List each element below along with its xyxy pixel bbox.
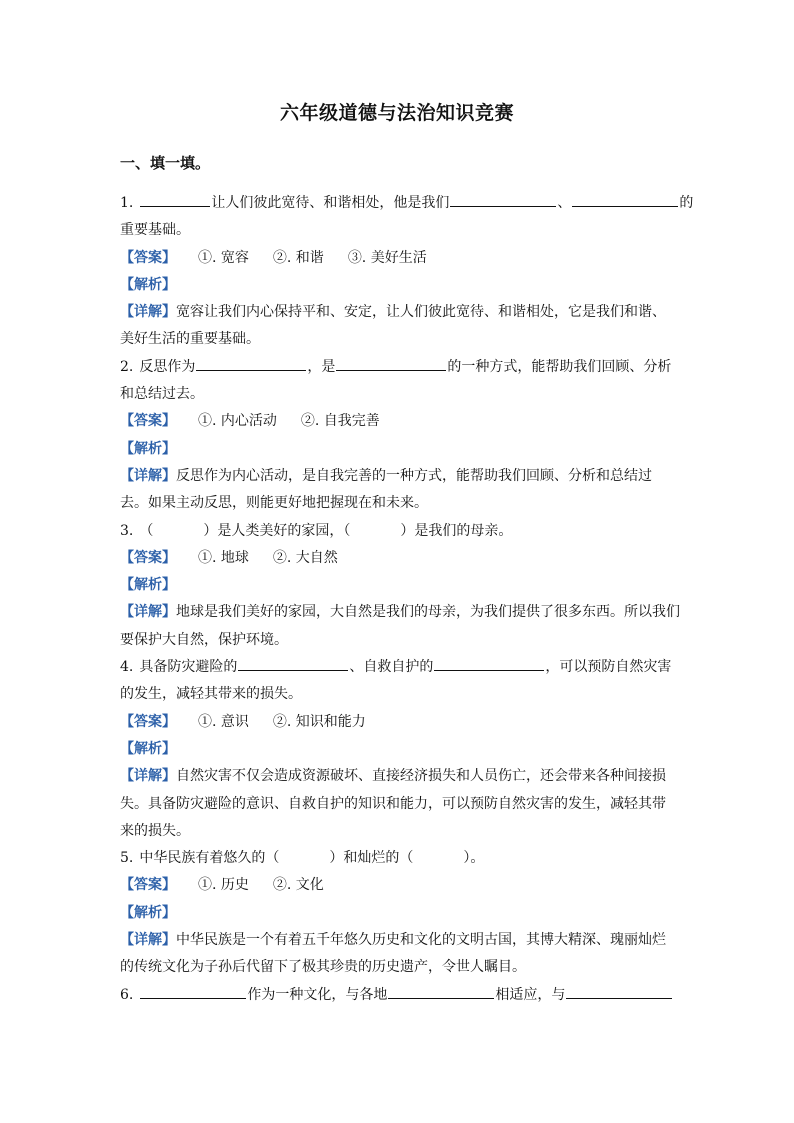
detail-label: 【详解】 [120, 304, 176, 321]
analysis-label: 【解析】 [120, 276, 176, 293]
answer-item: ②. 自我完善 [300, 413, 380, 430]
question-2-analysis [120, 436, 676, 463]
question-text: 的 [679, 195, 694, 211]
question-text: ，可以预防自然灾害 [545, 659, 672, 676]
answer-item: ①. 意识 [198, 713, 249, 730]
detail-text: 中华民族是一个有着五千年悠久历史和文化的文明古国，其博大精深、瑰丽灿烂 [176, 932, 666, 949]
question-number: 1. [120, 195, 134, 211]
analysis-label: 【解析】 [120, 904, 176, 921]
question-number: 6. [120, 986, 134, 1003]
answer-blank [140, 191, 210, 207]
detail-text: 宽容让我们内心保持平和、安定，让人们彼此宽待、和谐相处，它是我们和谐、 [176, 304, 666, 321]
answer-item: ③. 美好生活 [347, 249, 427, 266]
detail-label: 【详解】 [120, 932, 176, 949]
detail-text: 自然灾害不仅会造成资源破坏、直接经济损失和人员伤亡，还会带来各种间接损 [176, 768, 666, 785]
answer-blank [388, 983, 494, 999]
question-text: ，是 [307, 358, 336, 375]
answer-blank [336, 355, 446, 371]
question-1-analysis [120, 272, 676, 299]
question-list [120, 190, 694, 1009]
question-text: ）和灿烂的（ [329, 850, 414, 867]
question-4-line-2: 的发生，减轻其带来的损失。 [120, 686, 302, 703]
question-text: 的一种方式，能帮助我们回顾、分析 [447, 358, 672, 375]
question-4-answer [120, 709, 676, 736]
question-text: 、 [557, 195, 572, 211]
question-text: 作为一种文化，与各地 [247, 986, 388, 1003]
page-title: 六年级道德与法治知识竞赛 [279, 102, 514, 124]
question-number: 5. [120, 850, 134, 867]
question-3-detail-1 [120, 599, 680, 626]
analysis-label: 【解析】 [120, 577, 176, 594]
question-1-line-2: 重要基础。 [120, 222, 190, 239]
question-3-line-1 [120, 518, 676, 545]
question-5-analysis [120, 900, 676, 927]
question-5-line-1 [120, 845, 676, 872]
question-4-detail-3: 来的损失。 [120, 822, 190, 839]
question-text: 具备防灾避险的 [139, 659, 238, 676]
detail-label: 【详解】 [120, 768, 176, 785]
answer-blank [434, 655, 544, 671]
question-4-detail-1 [120, 763, 676, 790]
question-text: 中华民族有着悠久的（ [139, 850, 280, 867]
question-2-answer [120, 408, 676, 435]
answer-label: 【答案】 [120, 249, 176, 266]
answer-item: ①. 内心活动 [198, 413, 277, 430]
question-5-answer [120, 872, 676, 899]
detail-label: 【详解】 [120, 604, 176, 621]
question-2-line-2: 和总结过去。 [120, 386, 204, 403]
answer-item: ①. 历史 [198, 877, 249, 894]
question-1-detail-2: 美好生活的重要基础。 [120, 331, 260, 348]
question-3-detail-2: 要保护大自然，保护环境。 [120, 631, 288, 648]
analysis-label: 【解析】 [120, 740, 176, 757]
answer-item: ①. 地球 [198, 549, 249, 566]
answer-label: 【答案】 [120, 877, 176, 894]
question-3-answer [120, 545, 676, 572]
question-1-line-1 [120, 190, 694, 217]
answer-label: 【答案】 [120, 413, 176, 430]
question-2-detail-1 [120, 463, 676, 490]
question-1-answer [120, 245, 676, 272]
answer-item: ①. 宽容 [198, 249, 249, 266]
question-number: 3. [120, 522, 134, 539]
analysis-label: 【解析】 [120, 440, 176, 457]
detail-label: 【详解】 [120, 467, 176, 484]
question-4-line-1 [120, 654, 676, 681]
question-6-line-1 [120, 982, 676, 1009]
question-text: （ [139, 522, 154, 539]
answer-item: ②. 大自然 [272, 549, 338, 566]
answer-blank [196, 355, 306, 371]
answer-item: ②. 文化 [272, 877, 324, 894]
question-5-detail-1 [120, 927, 676, 954]
section-heading: 一、填一填。 [120, 154, 211, 172]
question-text: 、自救自护的 [349, 659, 434, 676]
answer-blank [566, 983, 672, 999]
question-text: 让人们彼此宽待、和谐相处，他是我们 [211, 195, 450, 211]
question-number: 2. [120, 358, 134, 375]
question-2-detail-2: 去。如果主动反思，则能更好地把握现在和未来。 [120, 495, 428, 512]
answer-label: 【答案】 [120, 713, 176, 730]
answer-item: ②. 知识和能力 [272, 713, 366, 730]
question-text: ）。 [463, 850, 485, 867]
question-4-analysis [120, 736, 676, 763]
detail-text: 地球是我们美好的家园，大自然是我们的母亲，为我们提供了很多东西。所以我们 [176, 604, 680, 621]
answer-label: 【答案】 [120, 549, 176, 566]
question-1-detail-1 [120, 299, 676, 326]
question-2-line-1 [120, 354, 676, 381]
question-3-analysis [120, 572, 676, 599]
answer-blank [140, 983, 246, 999]
question-5-detail-2: 的传统文化为子孙后代留下了极其珍贵的历史遗产，令世人瞩目。 [120, 959, 526, 976]
question-text: 反思作为 [139, 358, 196, 375]
question-4-detail-2: 失。具备防灾避险的意识、自救自护的知识和能力，可以预防自然灾害的发生，减轻其带 [120, 795, 666, 812]
answer-blank [238, 655, 348, 671]
answer-blank [572, 191, 678, 207]
question-text: ）是人类美好的家园，（ [203, 522, 351, 539]
question-text: 相适应，与 [495, 986, 566, 1003]
answer-blank [450, 191, 556, 207]
detail-text: 反思作为内心活动，是自我完善的一种方式，能帮助我们回顾、分析和总结过 [176, 467, 652, 484]
question-text: ）是我们的母亲。 [400, 522, 513, 539]
question-number: 4. [120, 659, 134, 676]
answer-item: ②. 和谐 [272, 249, 324, 266]
